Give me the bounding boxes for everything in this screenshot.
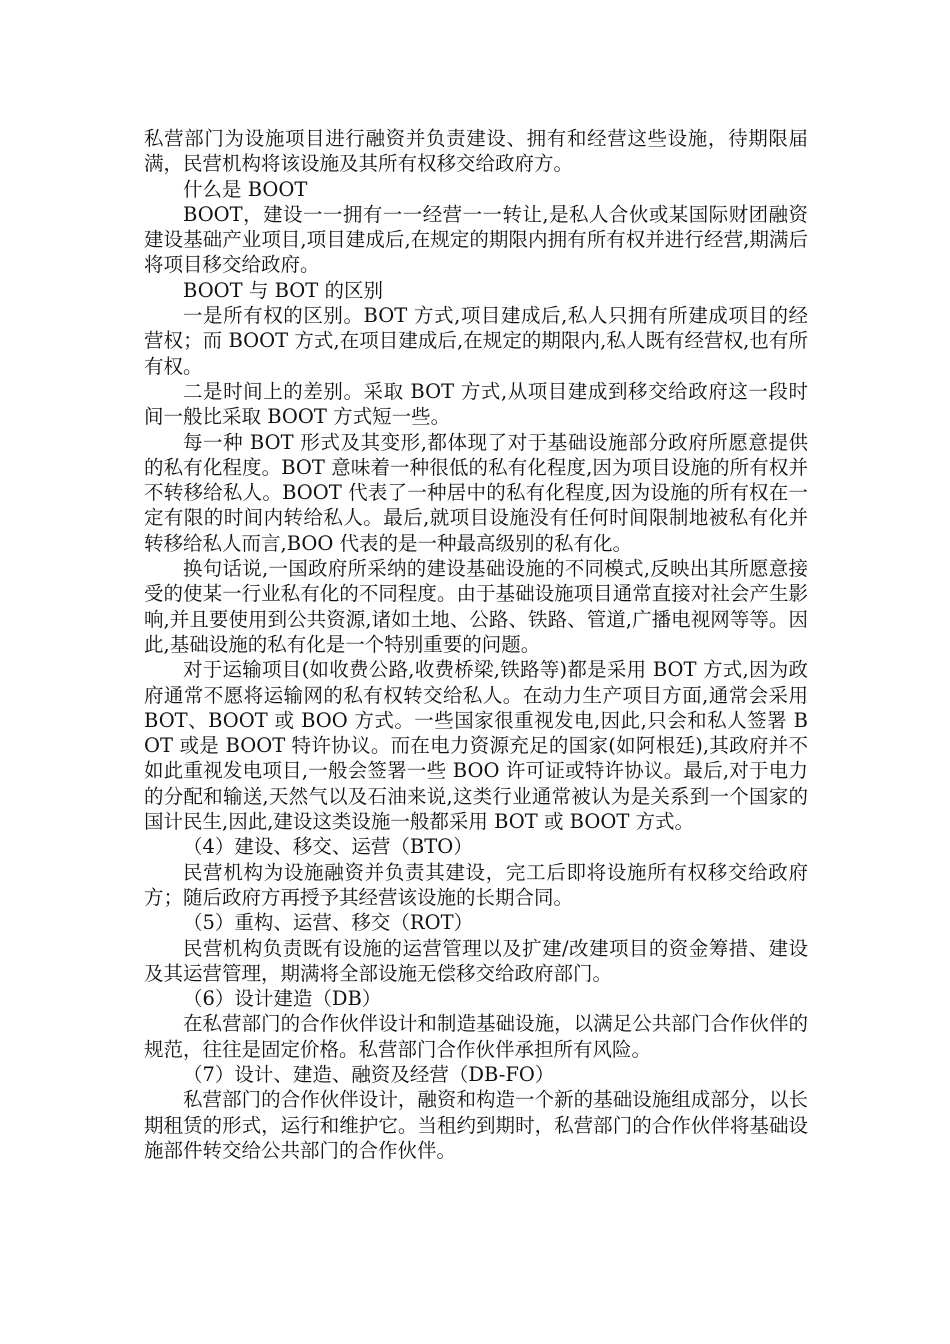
paragraph-transport-projects: 对于运输项目(如收费公路,收费桥梁,铁路等)都是采用 BOT 方式,因为政府通常不愿将运输网的私有权转交给私人。在动力生产项目方面,通常会采用 BOT、BOOT 或 BOO 方式。一些国家很重视发电,因此,只会和私人签署 BOT 或是 BOOT 特许协议。而在电力资源充足的国家(如阿根廷),其政府并不如此重视发电项目,一般会签署一些 BOO 许可证或特许协议。最后,对于电力的分配和输送,天然气以及石油来说,这类行业通常被认为是关系到一个国家的国计民生,因此,建设这类设施一般都采用 BOT 或 BOOT 方式。	[144, 658, 808, 834]
paragraph-db: 在私营部门的合作伙伴设计和制造基础设施，以满足公共部门合作伙伴的规范，往往是固定价格。私营部门合作伙伴承担所有风险。	[144, 1012, 808, 1061]
paragraph-privatization-degree: 每一种 BOT 形式及其变形,都体现了对于基础设施部分政府所愿意提供的私有化程度。BOT 意味着一种很低的私有化程度,因为项目设施的所有权并不转移给私人。BOOT 代表了一种居中的私有化程度,因为设施的所有权在一定有限的时间内转给私人。最后,就项目设施没有任何时间限制地被私有化并转移给私人而言,BOO 代表的是一种最高级别的私有化。	[144, 430, 808, 555]
paragraph-intro: 私营部门为设施项目进行融资并负责建设、拥有和经营这些设施，待期限届满，民营机构将该设施及其所有权移交给政府方。	[144, 127, 808, 176]
heading-what-is-boot: 什么是 BOOT	[183, 177, 308, 201]
paragraph-db-fo: 私营部门的合作伙伴设计，融资和构造一个新的基础设施组成部分，以长期租赁的形式，运行和维护它。当租约到期时，私营部门的合作伙伴将基础设施部件转交给公共部门的合作伙伴。	[144, 1088, 808, 1162]
paragraph-bto: 民营机构为设施融资并负责其建设，完工后即将设施所有权移交给政府方；随后政府方再授予其经营该设施的长期合同。	[144, 860, 808, 909]
document-body	[144, 126, 808, 1163]
heading-db: （6）设计建造（DB）	[183, 987, 382, 1011]
paragraph-boot-definition: BOOT，建设一一拥有一一经营一一转让,是私人合伙或某国际财团融资建设基础产业项目,项目建成后,在规定的期限内拥有所有权并进行经营,期满后将项目移交给政府。	[144, 202, 808, 277]
heading-bto: （4）建设、移交、运营（BTO）	[183, 835, 473, 859]
paragraph-government-models: 换句话说,一国政府所采纳的建设基础设施的不同模式,反映出其所愿意接受的使某一行业私有化的不同程度。由于基础设施项目通常直接对社会产生影响,并且要使用到公共资源,诸如土地、公路、铁路、管道,广播电视网等等。因此,基础设施的私有化是一个特别重要的问题。	[144, 557, 808, 656]
paragraph-rot: 民营机构负责既有设施的运营管理以及扩建/改建项目的资金筹措、建设及其运营管理，期满将全部设施无偿移交给政府部门。	[144, 936, 808, 985]
heading-rot: （5）重构、运营、移交（ROT）	[183, 911, 474, 935]
paragraph-time-difference: 二是时间上的差别。采取 BOT 方式,从项目建成到移交给政府这一段时间一般比采取 BOOT 方式短一些。	[144, 379, 808, 429]
heading-db-fo: （7）设计、建造、融资及经营（DB-FO）	[183, 1062, 555, 1086]
heading-boot-vs-bot: BOOT 与 BOT 的区别	[183, 278, 383, 302]
paragraph-ownership-difference: 一是所有权的区别。BOT 方式,项目建成后,私人只拥有所建成项目的经营权；而 BOOT 方式,在项目建成后,在规定的期限内,私人既有经营权,也有所有权。	[144, 304, 808, 378]
